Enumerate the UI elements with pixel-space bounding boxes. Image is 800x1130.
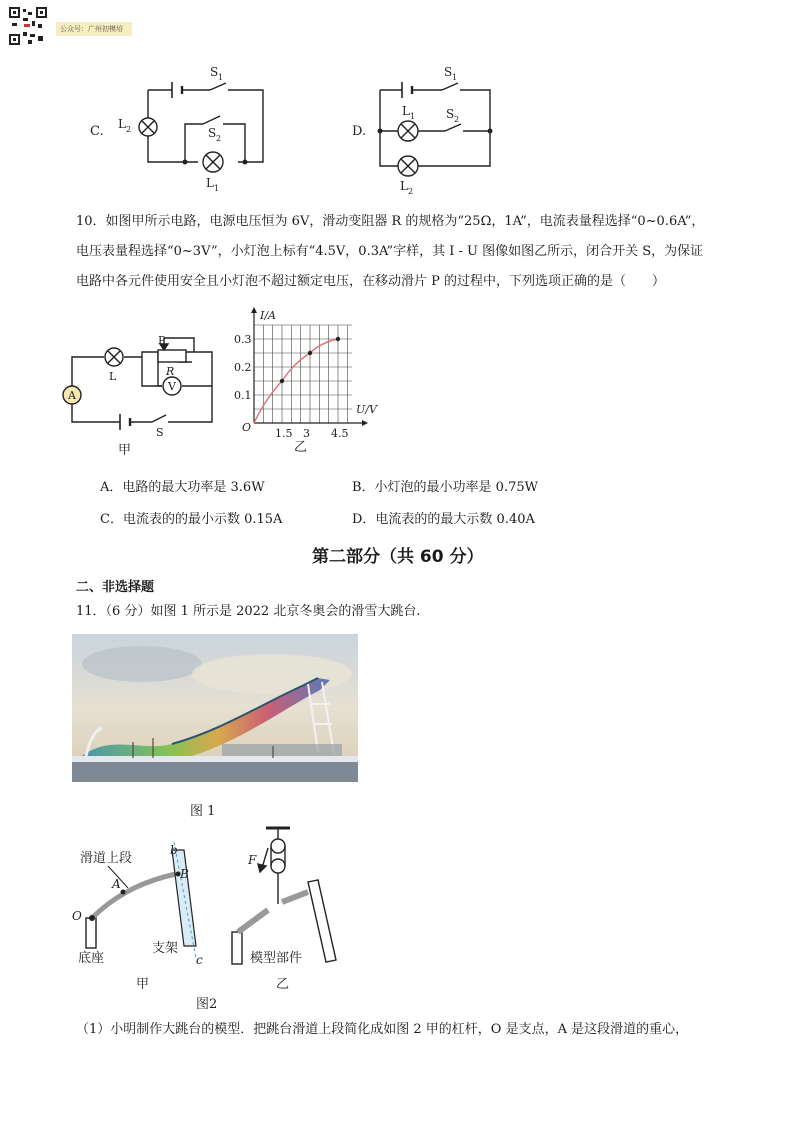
- jia-P: P: [158, 334, 166, 347]
- base-label: 底座: [78, 951, 105, 966]
- chart-caption: 乙: [294, 440, 308, 455]
- jia-V: V: [168, 380, 176, 393]
- d-s2-sub: 2: [454, 115, 460, 124]
- d-l2-sub: 2: [408, 187, 414, 196]
- jia-L: L: [109, 370, 117, 383]
- s2-label: S: [208, 126, 217, 140]
- data-point: [280, 379, 284, 383]
- support-label: 支架: [152, 941, 179, 956]
- point-b: b: [170, 843, 178, 857]
- data-point: [308, 351, 312, 355]
- circuit-c: [139, 82, 263, 172]
- iu-chart: [232, 305, 377, 455]
- y-axis-label: I/A: [260, 309, 276, 322]
- jia-A: A: [68, 389, 76, 402]
- y-axis-arrow: [251, 307, 257, 313]
- option-b[interactable]: B．小灯泡的最小功率是 0.75W: [352, 480, 538, 495]
- d-s2-label: S: [446, 107, 455, 121]
- d-s1-label: S: [444, 65, 453, 79]
- option-c-label: C.: [90, 124, 104, 139]
- fig1-caption: 图 1: [190, 804, 216, 819]
- node: [488, 129, 493, 134]
- d-l2-label: L: [400, 179, 408, 193]
- section-heading: 二、非选择题: [76, 580, 155, 595]
- l2-label: L: [118, 117, 126, 131]
- node: [243, 160, 248, 165]
- figure-2: [68, 822, 368, 1012]
- jia-S: S: [156, 426, 164, 439]
- x-tick-label: 1.5: [275, 427, 293, 440]
- d-l1-sub: 1: [410, 112, 416, 121]
- chart-axes: [234, 307, 368, 440]
- option-c[interactable]: C．电流表的的最小示数 0.15A: [100, 512, 283, 527]
- qr-code: [8, 6, 48, 46]
- account-banner: 公众号：广州初模培: [56, 22, 132, 36]
- option-a[interactable]: A．电路的最大功率是 3.6W: [100, 480, 265, 495]
- part2-heading: 第二部分（共 60 分）: [312, 547, 484, 567]
- circuit-jia: [62, 330, 232, 460]
- circuit-d: [380, 82, 490, 176]
- force-F: F: [248, 853, 257, 867]
- q10-line-3: 电路中各元件使用安全且小灯泡不超过额定电压，在移动滑片 P 的过程中，下列选项正确的是（ ）: [76, 274, 666, 289]
- x-axis-arrow: [362, 420, 368, 426]
- x-tick-label: 3: [303, 427, 310, 440]
- node: [183, 160, 188, 165]
- jia-fig-label: 甲: [136, 977, 150, 992]
- l1-sub: 1: [214, 184, 220, 193]
- q10-line-2: 电压表量程选择“0~3V”，小灯泡上标有“4.5V，0.3A”字样，其 I - U 图像如图乙所示，闭合开关 S，为保证: [76, 244, 704, 259]
- s1-sub: 1: [218, 73, 224, 82]
- yi-fig-label: 乙: [276, 977, 290, 992]
- fig2-yi: [232, 828, 336, 964]
- s2-sub: 2: [216, 134, 222, 143]
- d-s1-sub: 1: [452, 73, 458, 82]
- fig2-caption: 图2: [196, 997, 218, 1012]
- base-rect: [86, 918, 96, 948]
- option-d-label: D.: [352, 124, 367, 139]
- q10-line-1: 10．如图甲所示电路，电源电压恒为 6V，滑动变阻器 R 的规格为“25Ω，1A”，电流表量程选择“0~0.6A”，: [76, 214, 705, 229]
- l2-sub: 2: [126, 125, 132, 134]
- circuits-c-d: [80, 60, 520, 200]
- point-A: A: [112, 877, 121, 891]
- d-l1-label: L: [402, 104, 410, 118]
- y-tick-label: 0.3: [234, 333, 252, 346]
- point-B: B: [180, 867, 189, 881]
- ski-jump-photo: [72, 634, 358, 782]
- node: [378, 129, 383, 134]
- model-part-label: 模型部件: [250, 951, 303, 966]
- upper-slide-label: 滑道上段: [80, 851, 133, 866]
- s1-label: S: [210, 65, 219, 79]
- jia-caption: 甲: [118, 443, 132, 458]
- point-O: O: [72, 909, 82, 923]
- option-d[interactable]: D．电流表的的最大示数 0.40A: [352, 512, 535, 527]
- q11-intro: 11．（6 分）如图 1 所示是 2022 北京冬奥会的滑雪大跳台.: [76, 604, 421, 619]
- point-c: c: [196, 953, 203, 967]
- x-axis-label: U/V: [356, 403, 377, 416]
- jia-R: R: [166, 365, 175, 378]
- y-tick-label: 0.1: [234, 389, 252, 402]
- origin-label: O: [242, 421, 252, 434]
- x-tick-label: 4.5: [331, 427, 349, 440]
- l1-label: L: [206, 176, 214, 190]
- y-tick-label: 0.2: [234, 361, 252, 374]
- data-point: [336, 337, 340, 341]
- q11-part1: （1）小明制作大跳台的模型．把跳台滑道上段简化成如图 2 甲的杠杆，O 是支点，A 是这段滑道的重心，: [76, 1022, 689, 1037]
- chart-marks: [254, 337, 340, 423]
